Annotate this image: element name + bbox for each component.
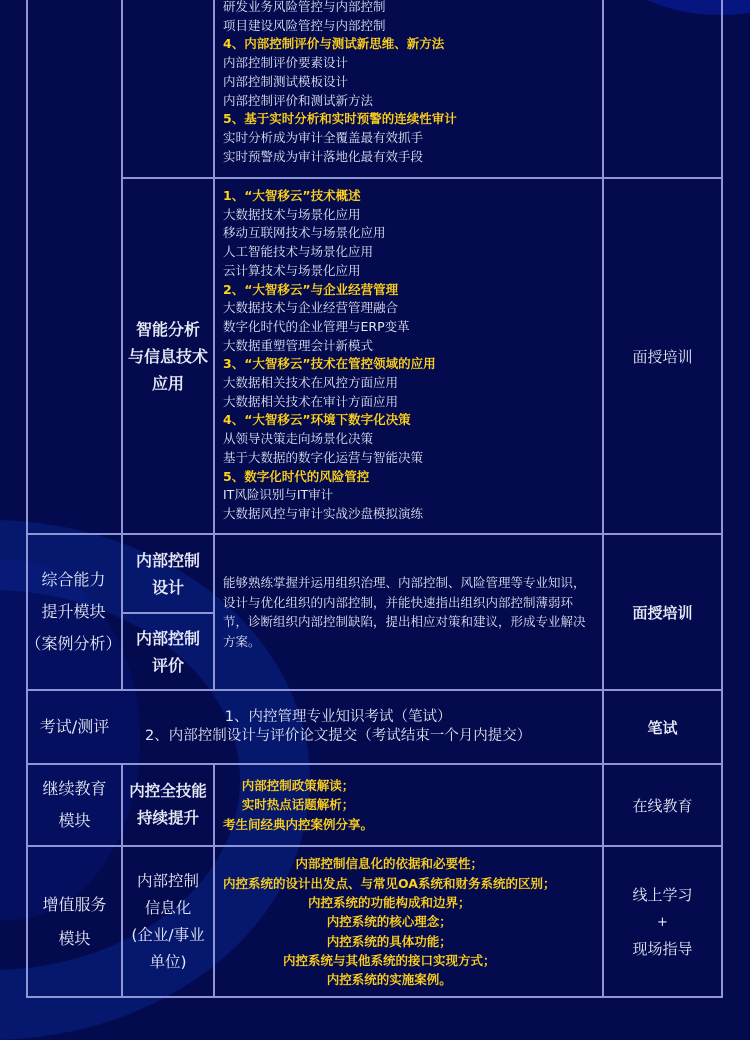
description-text: 能够熟练掌握并运用组织治理、内部控制、风险管理等专业知识，设计与优化组织的内部控制，并能快速指出组织内部控制薄弱环节，诊断组织内部控制缺陷，提出相应对策和建议，形成专业解决方案。 xyxy=(223,575,586,649)
content-line: 基于大数据的数字化运营与智能决策 xyxy=(223,449,424,465)
content-line: 实时分析成为审计全覆盖最有效抓手 xyxy=(223,129,424,145)
sub-label-smart-analysis xyxy=(123,179,213,533)
module-label-continuing-edu xyxy=(28,765,121,845)
items-cell-value-added xyxy=(223,847,602,997)
content-heading: 5、数字化时代的风险管控 xyxy=(223,468,370,484)
content-line: 大数据技术与企业经营管理融合 xyxy=(223,300,399,316)
sub-label-line: 信息化 xyxy=(144,899,192,917)
list-item: 内控系统的具体功能； xyxy=(326,933,452,949)
method-label: 笔试 xyxy=(647,718,678,737)
sub-label-line: 应用 xyxy=(151,373,184,393)
module-label-line: 考试/测评 xyxy=(39,717,110,736)
module-label-line: 模块 xyxy=(58,811,91,830)
method-label: 面授培训 xyxy=(632,347,693,366)
method-label: 面授培训 xyxy=(632,603,693,622)
module-label-line: 增值服务 xyxy=(42,895,107,914)
content-line: 内部控制测试模板设计 xyxy=(223,73,349,89)
sub-label-line: 设计 xyxy=(151,577,184,597)
sub-label-line: 内控全技能 xyxy=(129,782,207,800)
content-heading: 4、“大智移云”环境下数字化决策 xyxy=(223,412,411,428)
module-label-line: 综合能力 xyxy=(41,570,106,589)
content-heading: 5、基于实时分析和实时预警的连续性审计 xyxy=(223,111,457,127)
content-line: 项目建设风险管控与内部控制 xyxy=(223,17,386,33)
sub-label-line: 内部控制 xyxy=(135,550,200,570)
content-line: 大数据重塑管理会计新模式 xyxy=(223,337,374,353)
list-item: 内控系统与其他系统的接口实现方式； xyxy=(282,952,496,968)
plus-sign: + xyxy=(657,914,668,930)
list-item: 实时热点话题解析； xyxy=(241,797,355,813)
method-cell-exam xyxy=(604,691,721,763)
content-line: 内部控制评价和测试新方法 xyxy=(223,92,374,108)
content-cell-smart-analysis xyxy=(223,187,603,524)
content-line: 数字化时代的企业管理与ERP变革 xyxy=(223,318,410,334)
content-line: 大数据风控与审计实战沙盘模拟演练 xyxy=(223,505,424,521)
exam-item: 1、内控管理专业知识考试（笔试） xyxy=(224,709,452,725)
method-label: 在线教育 xyxy=(632,796,693,815)
content-line: 内部控制评价要素设计 xyxy=(223,55,349,71)
content-line: 人工智能技术与场景化应用 xyxy=(223,244,374,260)
method-cell-smart-analysis xyxy=(604,179,721,533)
module-label-line: 模块 xyxy=(58,929,91,948)
content-heading: 4、内部控制评价与测试新思维、新方法 xyxy=(223,36,445,52)
sub-label-line: (企业/事业 xyxy=(131,926,205,944)
list-item: 考生间经典内控案例分享。 xyxy=(223,816,374,832)
method-cell-continuing-edu xyxy=(604,765,721,845)
content-line: 大数据相关技术在审计方面应用 xyxy=(223,393,399,409)
sub-label-value-added xyxy=(123,847,213,997)
list-item: 内部控制政策解读； xyxy=(241,778,355,794)
grid-line xyxy=(213,763,215,998)
sub-label-ic-evaluation xyxy=(123,614,213,689)
items-cell-continuing-edu xyxy=(223,765,602,845)
sub-label-line: 智能分析 xyxy=(135,319,200,339)
grid-line xyxy=(213,0,215,690)
list-item: 内控系统的设计出发点、与常见OA系统和财务系统的区别； xyxy=(223,875,556,891)
sub-label-ic-design xyxy=(123,535,213,612)
content-line: IT风险识别与IT审计 xyxy=(223,487,334,503)
method-cell-value-added xyxy=(604,847,721,997)
content-line: 实时预警成为审计落地化最有效手段 xyxy=(223,148,424,164)
content-line: 研发业务风险管控与内部控制 xyxy=(223,0,386,14)
content-heading: 3、“大智移云”技术在管控领域的应用 xyxy=(223,356,436,372)
sub-label-line: 单位) xyxy=(149,953,187,971)
list-item: 内部控制信息化的依据和必要性； xyxy=(295,856,483,872)
content-heading: 2、“大智移云”与企业经营管理 xyxy=(223,281,399,297)
method-cell-comprehensive xyxy=(604,535,721,689)
module-label-line: 继续教育 xyxy=(42,779,107,798)
content-heading: 1、“大智移云”技术概述 xyxy=(223,188,361,203)
sub-label-line: 内部控制 xyxy=(135,628,200,648)
content-line: 大数据技术与场景化应用 xyxy=(223,206,361,222)
exam-item: 2、内部控制设计与评价论文提交（考试结束一个月内提交） xyxy=(145,728,532,744)
sub-label-line: 内部控制 xyxy=(136,872,199,890)
method-label-line: 现场指导 xyxy=(632,939,693,958)
module-label-comprehensive xyxy=(22,535,125,689)
content-line: 大数据相关技术在风控方面应用 xyxy=(223,375,399,391)
exam-items-cell xyxy=(123,691,602,763)
module-label-line: （案例分析） xyxy=(25,634,122,653)
content-line: 云计算技术与场景化应用 xyxy=(223,262,361,278)
sub-label-line: 持续提升 xyxy=(136,809,199,827)
list-item: 内控系统的实施案例。 xyxy=(326,972,452,988)
description-cell-comprehensive xyxy=(223,535,595,689)
content-cell-risk-control xyxy=(223,0,603,166)
content-line: 从领导决策走向场景化决策 xyxy=(223,431,374,447)
grid-line xyxy=(721,0,723,998)
module-label-exam xyxy=(28,691,121,763)
content-line: 移动互联网技术与场景化应用 xyxy=(223,225,386,241)
module-label-value-added xyxy=(28,847,121,997)
sub-label-line: 与信息技术 xyxy=(127,346,208,366)
sub-label-continuing-edu xyxy=(123,765,213,845)
list-item: 内控系统的核心理念； xyxy=(326,914,452,930)
sub-label-line: 评价 xyxy=(151,655,184,675)
module-label-line: 提升模块 xyxy=(41,602,106,621)
list-item: 内控系统的功能构成和边界； xyxy=(307,895,471,911)
method-label-line: 线上学习 xyxy=(632,885,693,904)
